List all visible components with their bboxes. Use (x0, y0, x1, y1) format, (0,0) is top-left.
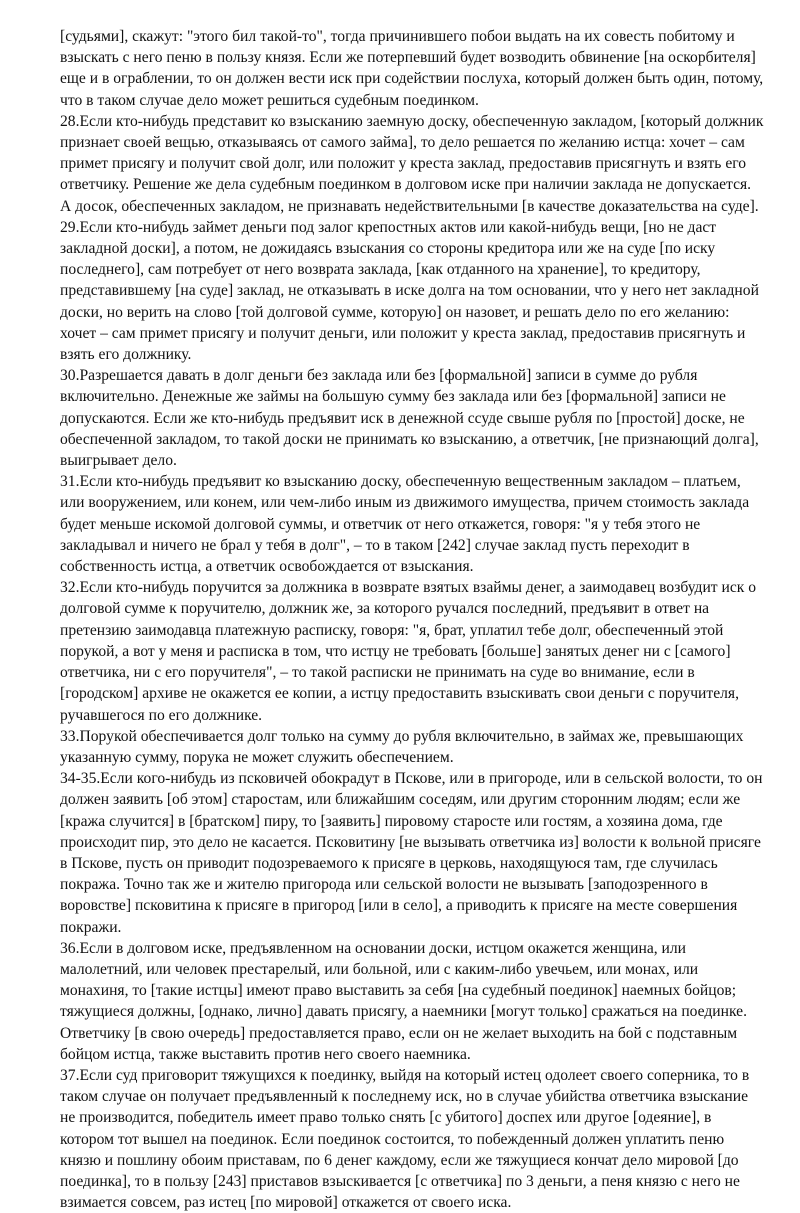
article-34-35: 34-35.Если кого-нибудь из псковичей обокрадут в Пскове, или в пригороде, или в сельской волости, то он должен заявить [об этом] старостам, или ближайшим соседям, или другим сторонним людям; если же [кража случится] в [братском] пиру, то [заявить] пировому старосте или гостям, а хозяина дома, где происходит пир, это дело не касается. Псковитину [не вызывать ответчика из] волости к вольной присяге в Пскове, пусть он приводит подозреваемого к присяге в церковь, находящуюся там, где случилась покража. Точно так же и жителю пригорода или сельской волости не вызывать [заподозренного в воровстве] псковитина к присяге в пригород [или в село], а приводить к присяге на месте совершения покражи. (60, 770, 763, 936)
article-30: 30.Разрешается давать в долг деньги без заклада или без [формальной] записи в сумме до рубля включительно. Денежные же займы на большую сумму без заклада или без [формальной] записи не допускаются. Если же кто-нибудь предъявит иск в денежной ссуде свыше рубля по [простой] доске, не обеспеченной закладом, то такой доски не принимать ко взысканию, а ответчик, [не признающий долга], выигрывает дело. (60, 367, 759, 470)
article-29: 29.Если кто-нибудь займет деньги под залог крепостных актов или какой-нибудь вещи, [но не даст закладной доски], а потом, не дожидаясь взыскания со стороны кредитора или же на суде [по иску последнего], сам потребует от него возврата заклада, [как отданного на хранение], то кредитору, представившему [на суде] заклад, не отказывать в иске долга на том основании, что у него нет закладной доски, но верить на слово [той долговой сумме, которую] он назовет, и решать дело по его желанию: хочет – сам примет присягу и получит деньги, или положит у креста заклад, предоставив присягнуть и взять его должнику. (60, 218, 759, 364)
paragraph-continuation: [судьями], скажут: "этого бил такой-то", тогда причинившего побои выдать на их совесть побитому и взыскать с него пеню в пользу князя. Если же потерпевший будет возводить обвинение [на оскорбителя] еще и в ограблении, то он должен вести иск при содействии послуха, который должен быть один, потому, что в таком случае дело может решиться судебным поединком. (60, 28, 764, 109)
article-37: 37.Если суд приговорит тяжущихся к поединку, выйдя на который истец одолеет своего соперника, то в таком случае он получает предъявленный к последнему иск, но в случае убийства ответчика взыскание не производится, победитель имеет право только снять [с убитого] доспех или другое [одеяние], в котором тот вышел на поединок. Если поединок состоится, то побежденный должен уплатить пеню князю и пошлину обоим приставам, по 6 денег каждому, если же тяжущиеся кончат дело мировой [до поединка], то в пользу [243] приставов взыскивается [с ответчика] по 3 деньги, а пеня князю с него не взимается совсем, раз истец [по мировой] откажется от своего иска. (60, 1066, 750, 1212)
article-32: 32.Если кто-нибудь поручится за должника в возврате взятых взаймы денег, а заимодавец возбудит иск о долговой сумме к поручителю, должник же, за которого ручался последний, предъявит в ответ на претензию заимодавца платежную расписку, говоря: "я, брат, уплатил тебе долг, обеспеченный этой порукой, а вот у меня и расписка в том, что истцу не требовать [больше] занятых денег ни с [самого] ответчика, ни с его поручителя", – то такой расписки не принимать на суде во внимание, если в [городском] архиве не окажется ее копии, а истцу предоставить взыскивать свои деньги с поручителя, ручавшегося по его должнике. (60, 579, 757, 724)
article-28: 28.Если кто-нибудь представит ко взысканию заемную доску, обеспеченную закладом, [который должник признает своей вещью, отказываясь от самого займа], то дело решается по желанию истца: хочет – сам примет присягу и получит свой долг, или положит у креста заклад, предоставив присягнуть и взять его ответчику. Решение же дела судебным поединком в долговом иске при наличии заклада не допускается. А досок, обеспеченных закладом, не признавать недействительными [в качестве доказательства на суде]. (60, 112, 764, 215)
article-31: 31.Если кто-нибудь предъявит ко взысканию доску, обеспеченную вещественным закладом – платьем, или вооружением, или конем, или чем-либо иным из движимого имущества, причем стоимость заклада будет меньше искомой долговой суммы, и ответчик от него откажется, говоря: "я у тебя этого не закладывал и ничего не брал у тебя в долг", – то в таком [242] случае заклад пусть переходит в собственность истца, а ответчик освобождается от взыскания. (60, 473, 750, 576)
article-36: 36.Если в долговом иске, предъявленном на основании доски, истцом окажется женщина, или малолетний, или человек престарелый, или больной, или с каким-либо увечьем, или монах, или монахиня, то [такие истцы] имеют право выставить за себя [на судебный поединок] наемных бойцов; тяжущиеся должны, [однако, лично] давать присягу, а наемники [могут только] сражаться на поединке. Ответчику [в свою очередь] предоставляется право, если он не желает выходить на бой с подставным бойцом истца, также выставить против него своего наемника. (60, 939, 747, 1063)
article-33: 33.Порукой обеспечивается долг только на сумму до рубля включительно, в займах же, превышающих указанную сумму, порука не может служить обеспечением. (60, 727, 744, 766)
